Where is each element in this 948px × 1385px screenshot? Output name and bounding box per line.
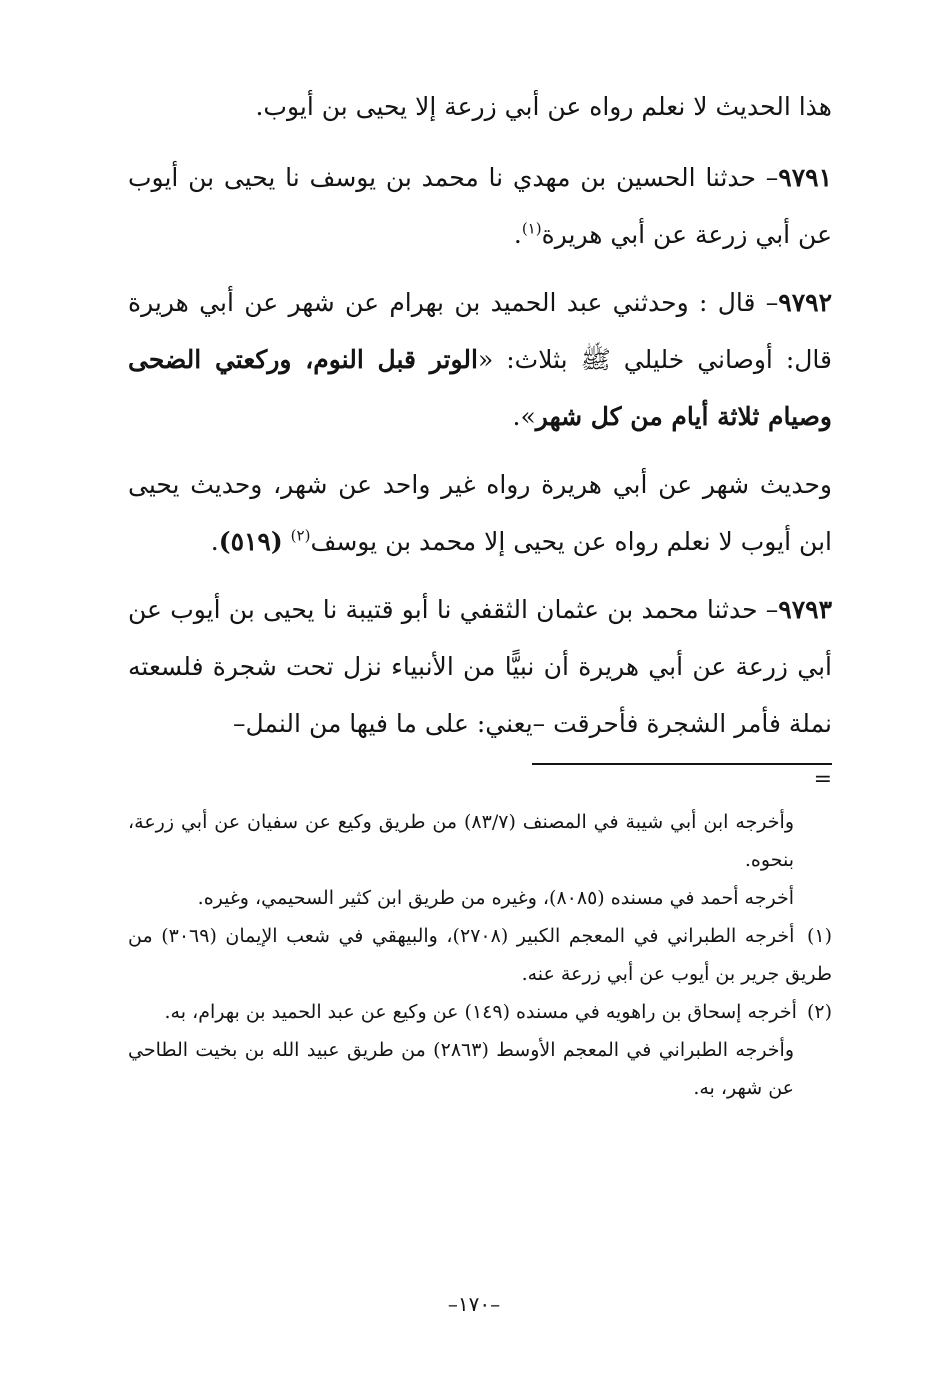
intro-paragraph: هذا الحديث لا نعلم رواه عن أبي زرعة إلا يحيى بن أيوب.: [255, 92, 832, 121]
page-body: [128, 78, 832, 1107]
footnote-text: وأخرجه ابن أبي شيبة في المصنف (٨٣/٧) من طريق وكيع عن سفيان عن أبي زرعة، بنحوه.: [128, 811, 794, 871]
hadith-text: – حدثنا محمد بن عثمان الثقفي نا أبو قتيبة نا يحيى بن أيوب عن أبي زرعة عن أبي هريرة أن نبيًّا من الأنبياء نزل تحت شجرة فلسعته نملة فأمر الشجرة فأحرقت –يعني: على ما فيها من النمل–: [128, 595, 832, 738]
footnote-item: [128, 879, 832, 917]
footnotes: [128, 803, 832, 1107]
hadith-9791: [128, 149, 832, 263]
continuation-mark: =: [813, 767, 832, 792]
footnote-item: [128, 1031, 832, 1107]
footnote-item: [128, 803, 832, 879]
comment-text-end: .: [210, 527, 219, 556]
hadith-9793: [128, 581, 832, 752]
hadith-number: ٩٧٩١: [778, 163, 832, 192]
footnote-ref: (١): [521, 219, 542, 238]
hadith-9792: [128, 274, 832, 445]
footnote-text: أخرجه أحمد في مسنده (٨٠٨٥)، وغيره من طريق ابن كثير السحيمي، وغيره.: [197, 887, 794, 909]
comment-text: وحديث شهر عن أبي هريرة رواه غير واحد عن شهر، وحديث يحيى ابن أيوب لا نعلم رواه عن يحيى إلا محمد بن يوسف: [128, 470, 832, 556]
footnote-text: وأخرجه الطبراني في المعجم الأوسط (٢٨٦٣) من طريق عبيد الله بن بخيت الطاحي عن شهر، به.: [128, 1039, 795, 1099]
footnote-marker: (١): [806, 925, 832, 947]
hadith-matn: الوتر قبل النوم، وركعتي الضحى وصيام ثلاثة أيام من كل شهر: [128, 345, 832, 431]
footnote-text: أخرجه إسحاق بن راهويه في مسنده (١٤٩) عن وكيع عن عبد الحميد بن بهرام، به.: [164, 1001, 797, 1023]
footnote-item: [128, 993, 832, 1031]
comment-9792: [128, 456, 832, 570]
footnote-marker: (٢): [806, 1001, 832, 1023]
footnote-item: [128, 917, 832, 993]
hadith-number: ٩٧٩٣: [778, 595, 832, 624]
reference-number: (٥١٩): [218, 527, 283, 556]
footnote-ref: (٢): [290, 526, 311, 545]
hadith-text: – حدثنا الحسين بن مهدي نا محمد بن يوسف نا يحيى بن أيوب عن أبي زرعة عن أبي هريرة: [128, 163, 832, 249]
hadith-text-end: .: [513, 220, 522, 249]
page-number: –١٧٠–: [447, 1292, 501, 1316]
hadith-number: ٩٧٩٢: [778, 288, 832, 317]
footnote-text: أخرجه الطبراني في المعجم الكبير (٢٧٠٨)، والبيهقي في شعب الإيمان (٣٠٦٩) من طريق جرير بن أيوب عن أبي زرعة عنه.: [128, 925, 832, 985]
hadith-text: – قال : وحدثني عبد الحميد بن بهرام عن شهر عن أبي هريرة قال: أوصاني خليلي ﷺ بثلاث: «: [128, 288, 833, 374]
hadith-text-end: ».: [512, 402, 536, 431]
